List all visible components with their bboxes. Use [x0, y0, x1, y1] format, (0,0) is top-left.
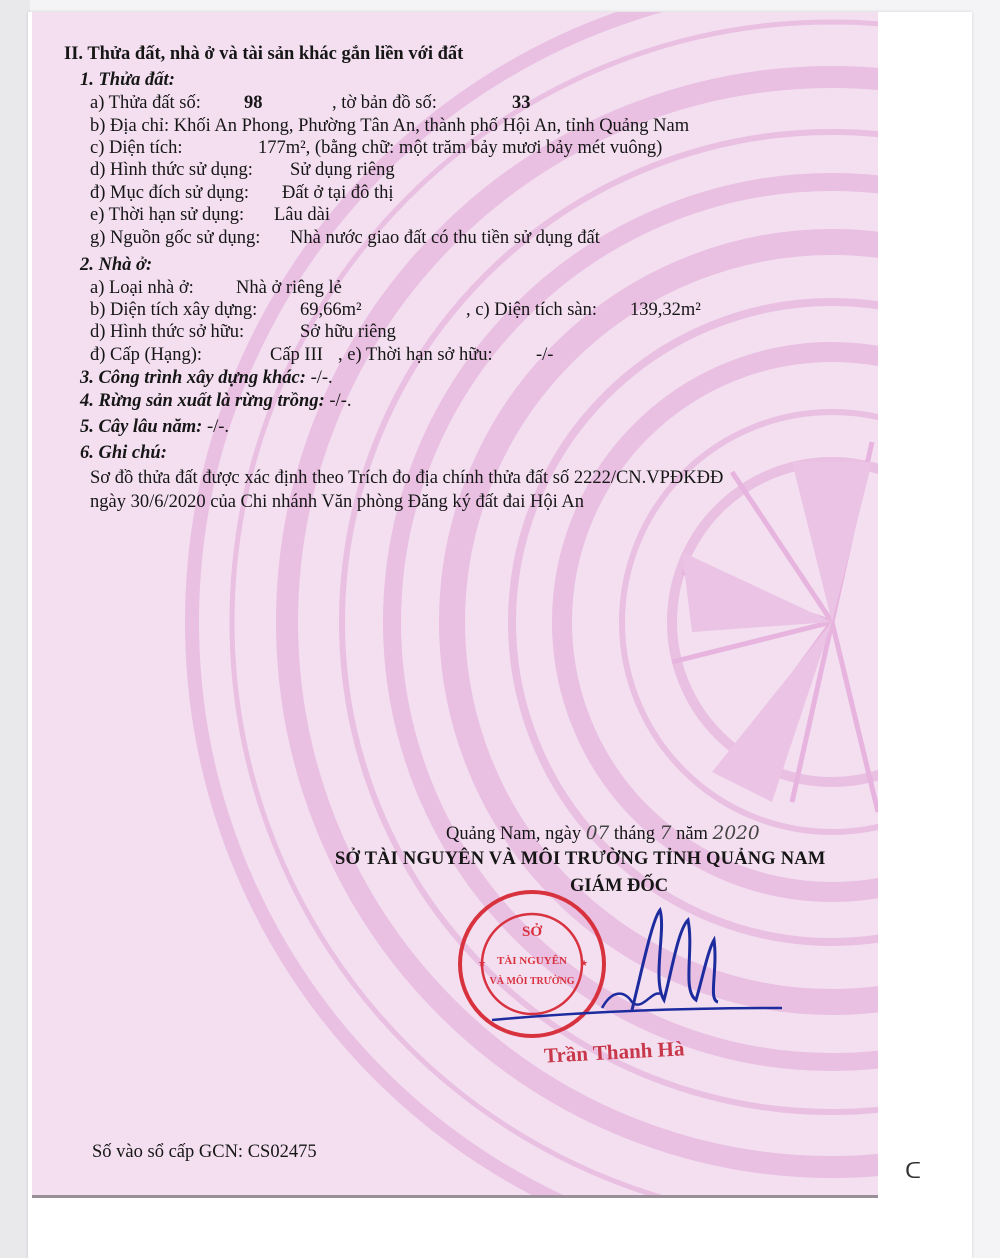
svg-text:★: ★	[580, 958, 589, 968]
notes-line-1: Sơ đồ thửa đất được xác định theo Trích đo địa chính thửa đất số 2222/CN.VPĐKĐĐ	[90, 468, 724, 488]
map-label: , tờ bản đồ số:	[332, 93, 437, 113]
svg-text:★: ★	[478, 958, 487, 968]
own-term-label: , e) Thời hạn sở hữu:	[338, 345, 493, 365]
land-heading: 1. Thửa đất:	[80, 70, 175, 90]
use-form-label: d) Hình thức sử dụng:	[90, 160, 253, 180]
scan-mark-icon: ᑕ	[905, 1158, 922, 1183]
other-item-value: -/-.	[329, 391, 352, 411]
other-item-5	[80, 417, 229, 438]
origin-label: g) Nguồn gốc sử dụng:	[90, 228, 261, 248]
svg-text:VÀ MÔI TRƯỜNG: VÀ MÔI TRƯỜNG	[489, 976, 575, 987]
map-number: 33	[512, 93, 531, 113]
notes-line-2: ngày 30/6/2020 của Chi nhánh Văn phòng Đăng ký đất đai Hội An	[90, 492, 584, 512]
signer-title: GIÁM ĐỐC	[570, 876, 669, 896]
year-value: 2020	[712, 823, 760, 844]
use-form-value: Sử dụng riêng	[290, 160, 395, 180]
house-heading: 2. Nhà ở:	[80, 255, 153, 275]
month-value: 7	[659, 823, 672, 844]
parcel-label: a) Thửa đất số:	[90, 93, 201, 113]
grade-value: Cấp III	[270, 345, 323, 365]
place-label: Quảng Nam, ngày	[446, 824, 582, 844]
other-item-value: -/-.	[310, 368, 333, 388]
registry-number: Số vào sổ cấp GCN: CS02475	[92, 1142, 317, 1162]
other-item-heading: 4. Rừng sản xuất là rừng trồng:	[80, 391, 325, 411]
purpose-label: đ) Mục đích sử dụng:	[90, 183, 250, 203]
agency-name: SỞ TÀI NGUYÊN VÀ MÔI TRƯỜNG TỈNH QUẢNG NAM	[335, 849, 826, 869]
build-area-label: b) Diện tích xây dựng:	[90, 300, 258, 320]
own-term-value: -/-	[536, 345, 554, 365]
house-type-value: Nhà ở riêng lẻ	[236, 278, 342, 298]
other-item-heading: 3. Công trình xây dựng khác:	[80, 368, 306, 388]
signer-name: Trần Thanh Hà	[543, 1036, 685, 1068]
purpose-value: Đất ở tại đô thị	[282, 183, 394, 203]
area-label: c) Diện tích:	[90, 138, 183, 158]
section-heading: II. Thửa đất, nhà ở và tài sản khác gắn liền với đất	[64, 44, 464, 64]
notes-heading: 6. Ghi chú:	[80, 443, 167, 463]
parcel-number: 98	[244, 93, 263, 113]
build-area-value: 69,66m²	[300, 300, 362, 320]
area-value: 177m², (bằng chữ: một trăm bảy mươi bảy mét vuông)	[258, 138, 663, 158]
origin-value: Nhà nước giao đất có thu tiền sử dụng đất	[290, 228, 600, 248]
day-value: 07	[585, 823, 610, 844]
term-label: e) Thời hạn sử dụng:	[90, 205, 245, 225]
signing-date	[446, 823, 760, 845]
land-certificate-page	[32, 12, 878, 1198]
signature-icon	[482, 890, 802, 1040]
house-type-label: a) Loại nhà ở:	[90, 278, 194, 298]
floor-area-value: 139,32m²	[630, 300, 701, 320]
other-item-4	[80, 391, 351, 412]
ownership-label: d) Hình thức sở hữu:	[90, 322, 245, 342]
svg-text:SỞ: SỞ	[521, 924, 543, 940]
other-item-3	[80, 368, 333, 389]
ownership-value: Sở hữu riêng	[300, 322, 396, 342]
floor-area-label: , c) Diện tích sàn:	[466, 300, 597, 320]
grade-label: đ) Cấp (Hạng):	[90, 345, 202, 365]
other-item-heading: 5. Cây lâu năm:	[80, 417, 203, 437]
term-value: Lâu dài	[274, 205, 330, 225]
other-item-value: -/-.	[206, 417, 230, 437]
month-label: tháng	[613, 824, 656, 844]
svg-text:TÀI NGUYÊN: TÀI NGUYÊN	[497, 955, 567, 967]
address-line: b) Địa chỉ: Khối An Phong, Phường Tân An, thành phố Hội An, tỉnh Quảng Nam	[90, 116, 690, 136]
year-label: năm	[676, 824, 708, 844]
scan-background	[0, 0, 30, 1258]
